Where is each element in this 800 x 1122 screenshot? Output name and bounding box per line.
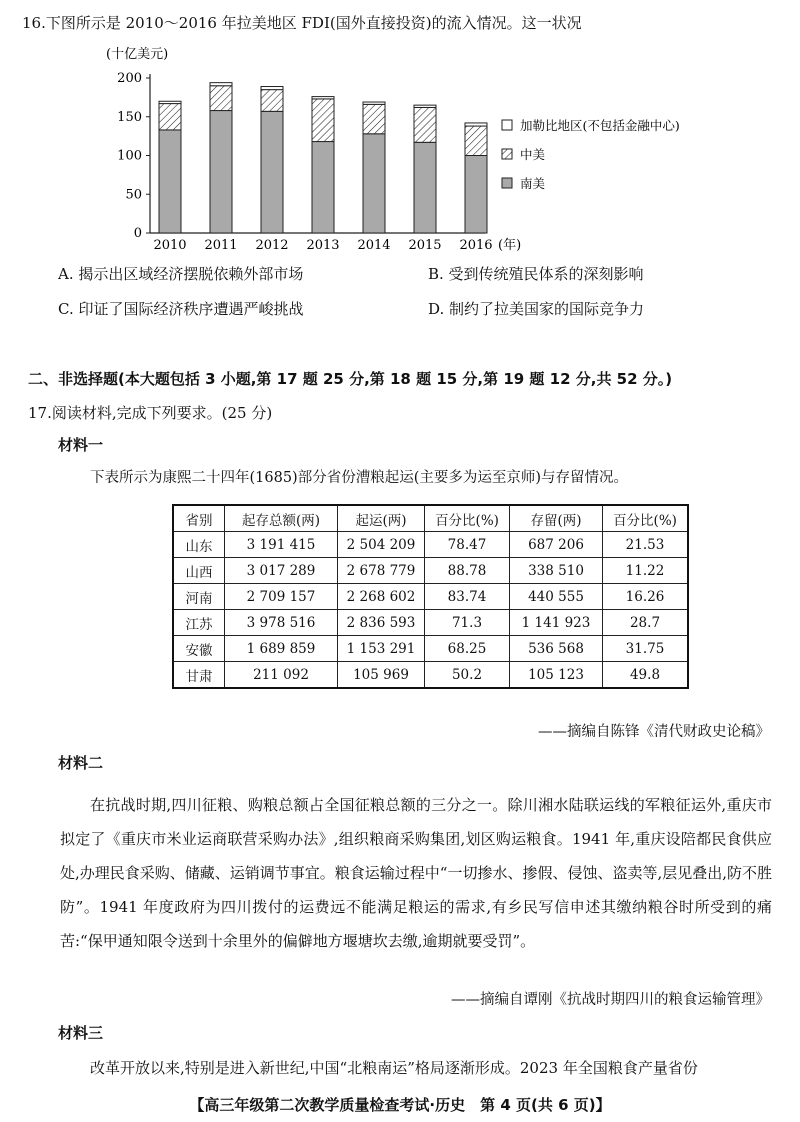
table-cell: 88.78	[425, 558, 510, 584]
material-2-text: 在抗战时期,四川征粮、购粮总额占全国征粮总额的三分之一。除川湘水陆联运线的军粮征运外,重庆市拟定了《重庆市米业运商联营采购办法》,组织粮商采购集团,划区购运粮食。1941 年,重庆设陪都民食供应处,办理民食采购、储藏、运销调节事宜。粮食运输过程中“一切掺水、掺假、侵蚀、盗卖等,层见叠出,防不胜防”。1941 年度政府为四川拨付的运费远不能满足粮运的需求,有乡民写信申述其缴纳粮谷时所受到的痛苦:“保甲通知限令送到十余里外的偏僻地方堰塘坎去缴,逾期就要受罚”。	[60, 796, 772, 950]
table-cell: 687 206	[510, 532, 603, 558]
bar-segment	[465, 156, 487, 234]
table-cell: 1 689 859	[225, 636, 338, 662]
table-cell: 83.74	[425, 584, 510, 610]
grain-transport-table	[172, 504, 689, 689]
bar-segment	[261, 90, 283, 112]
legend-label: 加勒比地区(不包括金融中心)	[520, 118, 680, 133]
table-cell: 28.7	[603, 610, 689, 636]
x-tick-label: 2011	[204, 238, 238, 253]
table-row	[173, 558, 688, 584]
table-row	[173, 584, 688, 610]
x-tick-label: 2016	[459, 238, 493, 253]
table-cell: 11.22	[603, 558, 689, 584]
table-cell: 山西	[173, 558, 225, 584]
table-row	[173, 532, 688, 558]
table-cell: 440 555	[510, 584, 603, 610]
table-cell: 2 678 779	[338, 558, 425, 584]
bar-segment	[210, 111, 232, 233]
table-cell: 甘肃	[173, 662, 225, 689]
table-cell: 536 568	[510, 636, 603, 662]
table-cell: 山东	[173, 532, 225, 558]
bar-segment	[312, 97, 334, 99]
y-tick-label: 200	[117, 71, 142, 86]
table-cell: 3 017 289	[225, 558, 338, 584]
y-tick-label: 0	[133, 226, 142, 241]
table-header-cell: 省别	[173, 505, 225, 532]
material-1-source: ——摘编自陈锋《清代财政史论稿》	[538, 724, 770, 740]
question-16-stem: 16.下图所示是 2010～2016 年拉美地区 FDI(国外直接投资)的流入情况。这一状况	[22, 14, 582, 32]
bar-segment	[414, 107, 436, 142]
table-cell: 江苏	[173, 610, 225, 636]
material-2-label: 材料二	[58, 754, 104, 772]
bar-segment	[363, 102, 385, 104]
material-1-intro: 下表所示为康熙二十四年(1685)部分省份漕粮起运(主要多为运至京师)与存留情况。	[90, 470, 629, 486]
question-17-stem: 17.阅读材料,完成下列要求。(25 分)	[28, 404, 273, 422]
bar-segment	[363, 104, 385, 133]
table-cell: 2 504 209	[338, 532, 425, 558]
material-3-label: 材料三	[58, 1024, 104, 1042]
bar-segment	[312, 142, 334, 233]
y-tick-label: 100	[117, 148, 142, 164]
table-cell: 78.47	[425, 532, 510, 558]
option-a[interactable]: A. 揭示出区域经济摆脱依赖外部市场	[58, 265, 304, 283]
legend-swatch	[502, 178, 512, 188]
legend-swatch	[502, 120, 512, 130]
fdi-stacked-bar-chart	[100, 40, 720, 258]
legend-swatch	[502, 149, 512, 159]
x-tick-label: 2013	[306, 238, 340, 253]
x-tick-label: 2014	[357, 238, 391, 253]
table-cell: 16.26	[603, 584, 689, 610]
table-cell: 1 153 291	[338, 636, 425, 662]
table-header-row	[173, 505, 688, 532]
table-cell: 河南	[173, 584, 225, 610]
x-tick-label: 2010	[153, 238, 187, 253]
page-footer: 【高三年级第二次教学质量检查考试·历史 第 4 页(共 6 页)】	[189, 1096, 611, 1114]
material-2-source: ——摘编自谭刚《抗战时期四川的粮食运输管理》	[451, 992, 770, 1008]
x-tick-label: 2015	[408, 238, 442, 253]
table-cell: 105 969	[338, 662, 425, 689]
table-cell: 2 709 157	[225, 584, 338, 610]
table-row	[173, 636, 688, 662]
table-row	[173, 662, 688, 689]
table-header-cell: 起运(两)	[338, 505, 425, 532]
table-cell: 2 836 593	[338, 610, 425, 636]
table-cell: 50.2	[425, 662, 510, 689]
legend-label: 中美	[520, 147, 546, 162]
table-cell: 49.8	[603, 662, 689, 689]
table-cell: 105 123	[510, 662, 603, 689]
section-2-title: 二、非选择题(本大题包括 3 小题,第 17 题 25 分,第 18 题 15 分,第 19 题 12 分,共 52 分。)	[28, 370, 673, 388]
table-cell: 1 141 923	[510, 610, 603, 636]
option-c[interactable]: C. 印证了国际经济秩序遭遇严峻挑战	[58, 300, 304, 318]
bar-segment	[159, 130, 181, 233]
y-tick-label: 50	[125, 187, 142, 203]
bar-segment	[312, 99, 334, 142]
table-cell: 31.75	[603, 636, 689, 662]
bar-segment	[363, 134, 385, 233]
table-cell: 21.53	[603, 532, 689, 558]
bar-segment	[261, 111, 283, 233]
table-row	[173, 610, 688, 636]
table-cell: 3 978 516	[225, 610, 338, 636]
bar-segment	[465, 126, 487, 155]
bar-segment	[210, 83, 232, 86]
table-cell: 211 092	[225, 662, 338, 689]
bar-segment	[414, 142, 436, 233]
table-header-cell: 百分比(%)	[603, 505, 689, 532]
option-b[interactable]: B. 受到传统殖民体系的深刻影响	[428, 265, 644, 283]
table-header-cell: 起存总额(两)	[225, 505, 338, 532]
y-tick-label: 150	[117, 109, 142, 125]
bar-segment	[159, 104, 181, 130]
bar-segment	[210, 86, 232, 111]
table-cell: 71.3	[425, 610, 510, 636]
table-header-cell: 百分比(%)	[425, 505, 510, 532]
table-header-cell: 存留(两)	[510, 505, 603, 532]
y-unit-label: (十亿美元)	[106, 47, 169, 62]
x-tick-label: 2012	[255, 238, 289, 253]
option-d[interactable]: D. 制约了拉美国家的国际竞争力	[428, 300, 645, 318]
x-axis-suffix: (年)	[498, 238, 522, 253]
material-3-text: 改革开放以来,特别是进入新世纪,中国“北粮南运”格局逐渐形成。2023 年全国粮食产量省份	[90, 1059, 698, 1077]
bar-segment	[414, 105, 436, 107]
material-1-label: 材料一	[58, 436, 104, 454]
legend-label: 南美	[520, 176, 546, 191]
table-cell: 338 510	[510, 558, 603, 584]
bar-segment	[465, 123, 487, 126]
table-cell: 2 268 602	[338, 584, 425, 610]
table-cell: 3 191 415	[225, 532, 338, 558]
table-cell: 68.25	[425, 636, 510, 662]
bar-segment	[159, 101, 181, 103]
table-cell: 安徽	[173, 636, 225, 662]
bar-segment	[261, 87, 283, 90]
